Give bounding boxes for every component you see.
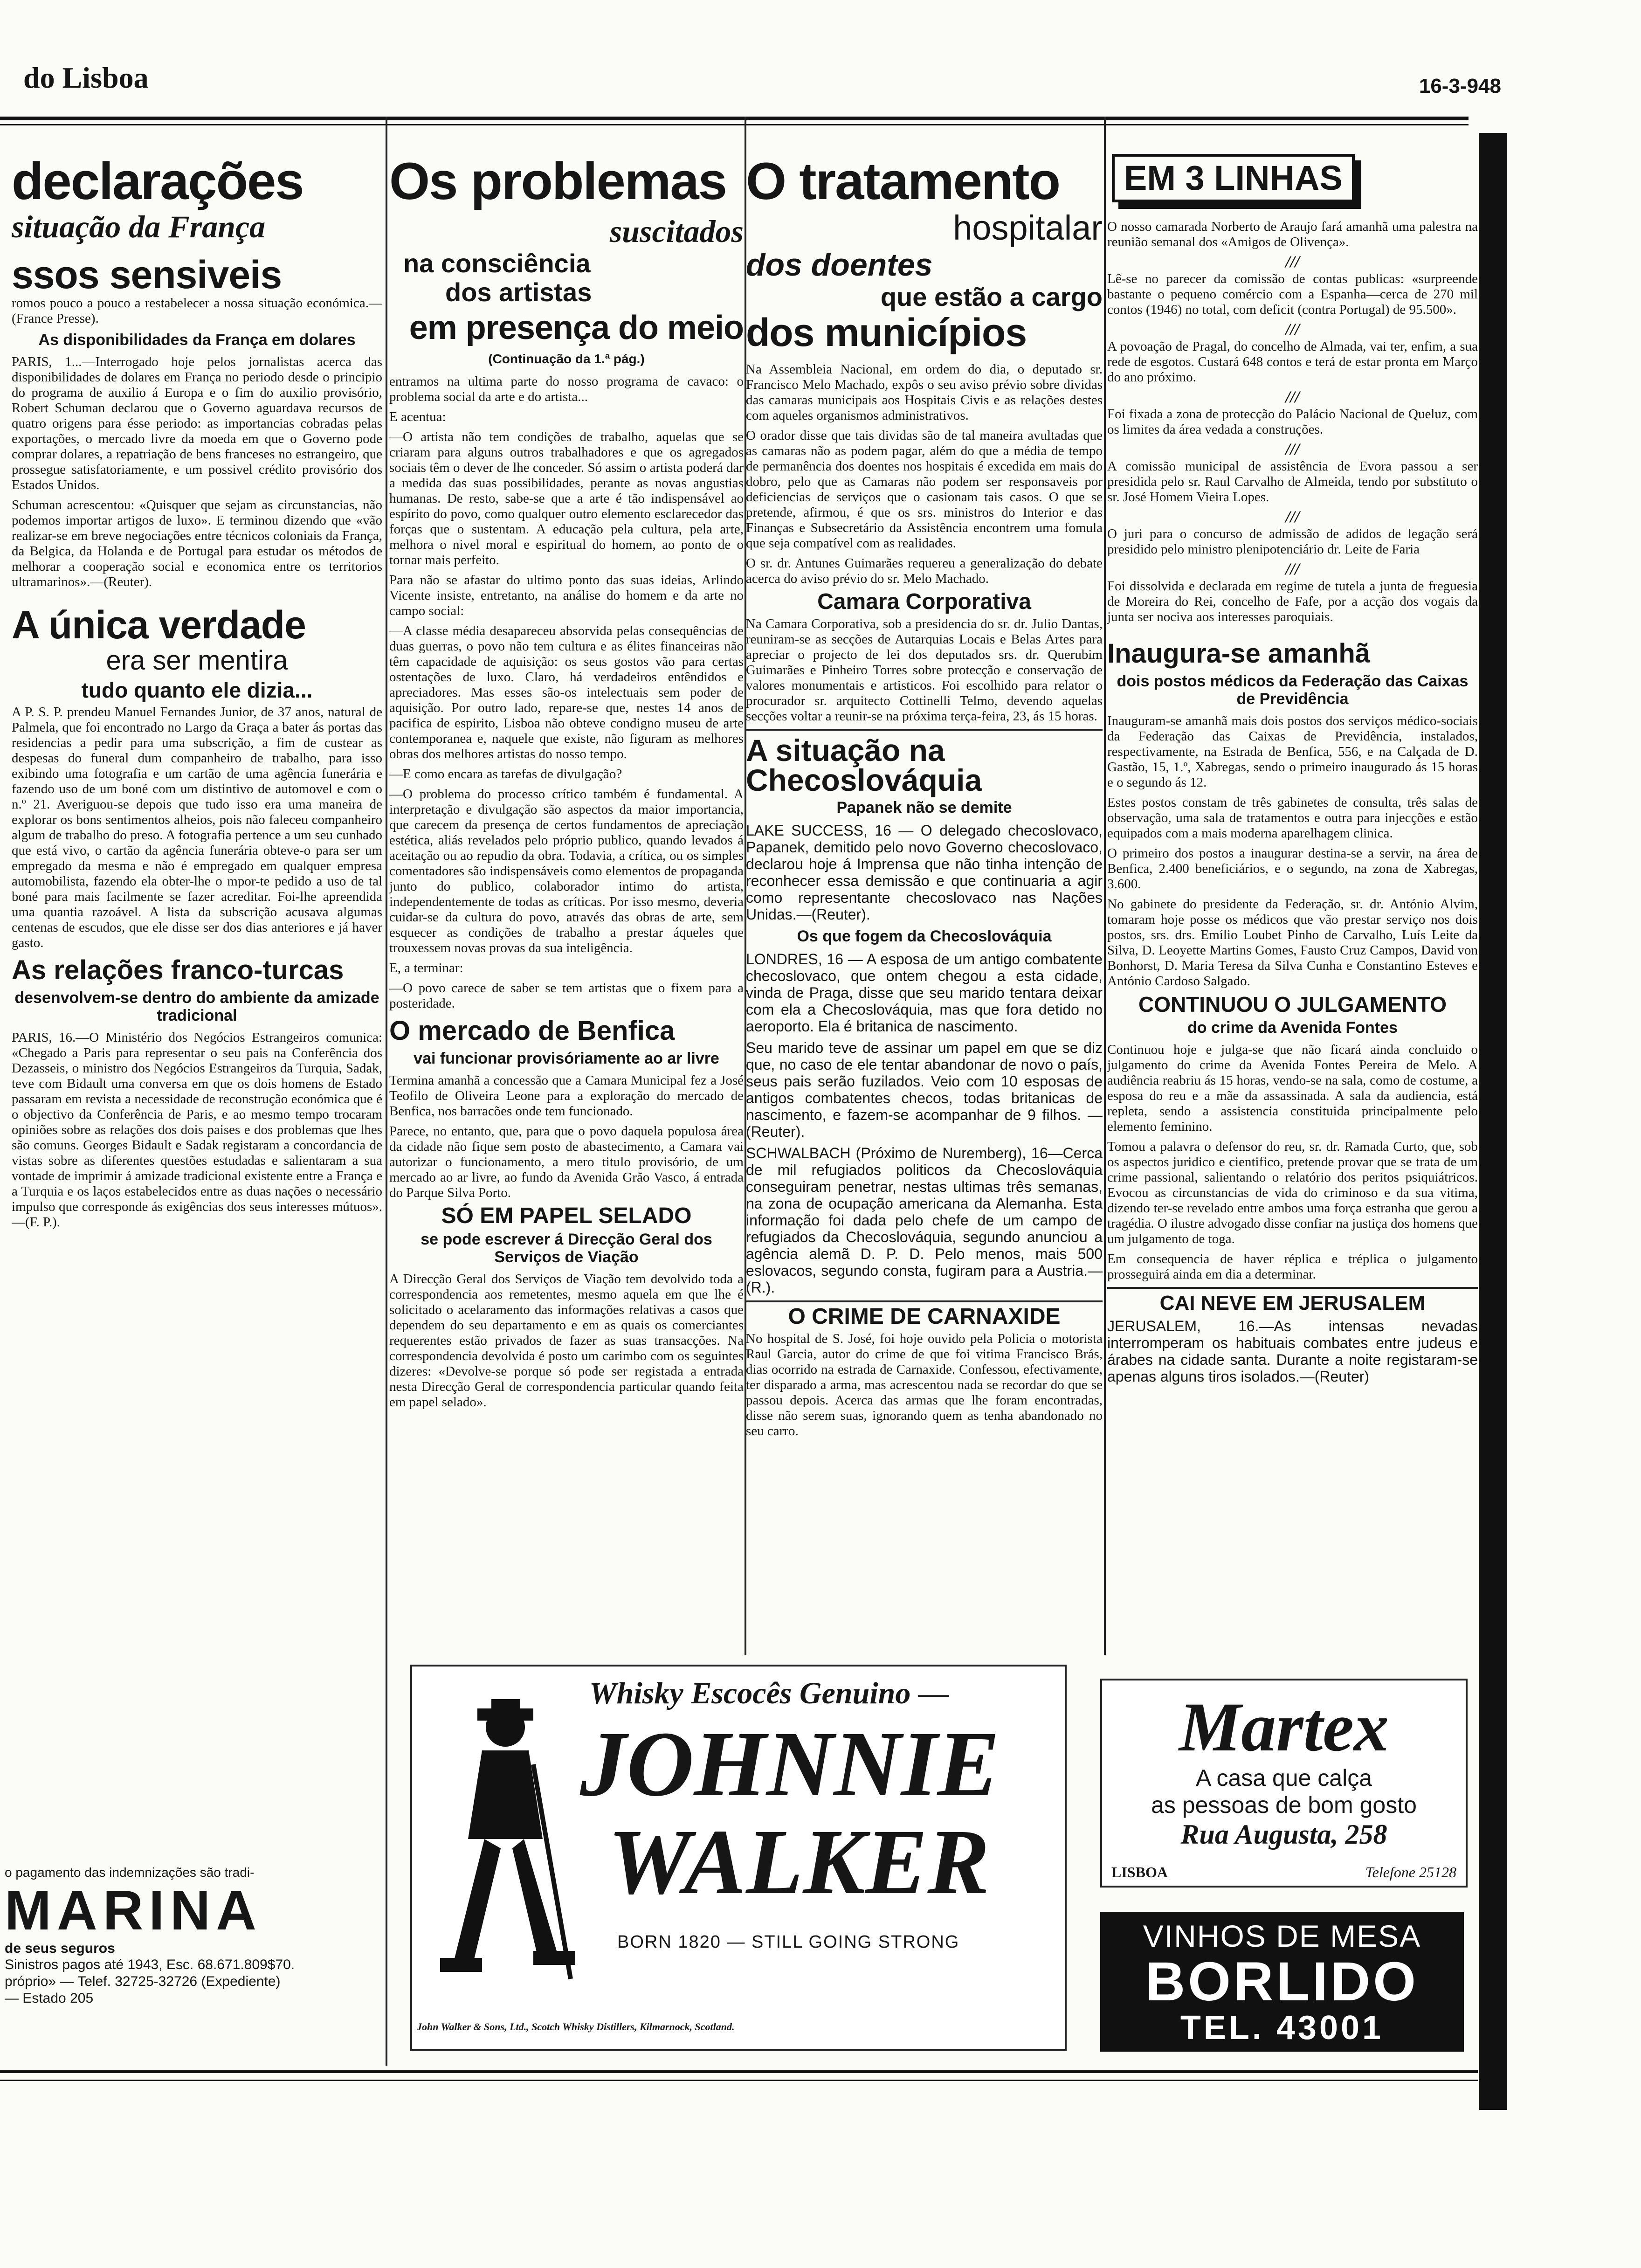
ad-jw-name1: JOHNNIE [580,1713,1000,1816]
headline-unica-verdade-sub: era ser mentira [106,645,288,676]
ad-johnnie-walker [410,1665,1067,2051]
subhead-fogem: Os que fogem da Checoslováquia [797,927,1052,945]
ad-martex-name: Martex [1179,1688,1389,1766]
ad-jw-slogan: BORN 1820 — STILL GOING STRONG [617,1932,960,1952]
ad-borlido [1100,1912,1464,2052]
top-rule-thin [0,124,1469,125]
article-text: entramos na ultima parte do nosso programa de cavaco: o problema social da arte e do artista... [389,374,744,404]
article-text: JERUSALEM, 16.—As intensas nevadas interromperam os habituais combates entre judeus e árabes na cidade santa. Durante a noite registaram-se apenas alguns tiros isolados.—(Reuter) [1107,1318,1478,1385]
ad-jw-name2: WALKER [608,1811,990,1914]
article-text: romos pouco a pouco a restabelecer a nossa situação económica.—(France Presse). [12,296,382,326]
headline-inaugura: Inaugura-se amanhã [1107,638,1371,669]
ad-martex-line: as pessoas de bom gosto [1151,1792,1417,1818]
article-text: Parece, no entanto, que, para que o povo daquela populosa área da cidade não fique sem posto de abastecimento, a Camara vai autorizar o funcionamento, a mero titulo provisório, de um mercado ao ar livre, ao fundo da Avenida Grão Vasco, á entrada do Parque Silva Porto. [389,1124,744,1200]
article-text: SCHWALBACH (Próximo de Nuremberg), 16—Cerca de mil refugiados politicos da Checoslováquia conseguiram penetrar, nestas ultimas três semanas, na zona de ocupação americana da Alemanha. Esta informação foi dada pelo chefe de um campo de refugiados da Checoslováquia, segundo anunciou a agência alemã D. P. D. Pelo menos, mais 500 eslovacos, segundo consta, fugiram para a Austria.—(R.). [746,1145,1103,1296]
column-2 [389,154,744,1758]
article-text: —A classe média desapareceu absorvida pelas consequências de duas guerras, o povo não tem cultura e as élites financeiras não têm capacidade de aquisição: os seus gostos vão para certas ostentações de luxo. Claro, há verdadeiros entêndidos e apreciadores. Mas esses são-os intelectuais sem poder de aquisição. Por outro lado, repare-se que, nestes 14 anos de pacifica de espirito, Lisboa não obteve condigno museu de arte contemporanea e, naquele que existe, não figuram as melhores obras dos melhores artistas do nosso tempo. [389,623,744,761]
ad-jw-tagline: Whisky Escocês Genuino — [589,1676,949,1710]
article-text: Para não se afastar do ultimo ponto das suas ideias, Arlindo Vicente insiste, entretanto, na análise do homem e da arte no campo social: [389,573,744,618]
article-text: Seu marido teve de assinar um papel em que se diz que, no caso de ele tentar abandonar de novo o país, seus pais serão fuzilados. Veio com 10 esposas de antigos combatentes checos, todas britanicas de nascimento, e fazem-se acompanhar de 9 filhos. — (Reuter). [746,1039,1103,1140]
article-text: No hospital de S. José, foi hoje ouvido pela Policia o motorista Raul Garcia, autor do crime de que foi vitima Francisco Brás, dias ocorrido na estrada de Carnaxide. Confessou, efectivamente, ter disparado a arma, mas acrescentou nada se recordar do que se passou depois. Acerca das armas que lhe foram encontradas, disse não serem suas, ignorando quem as tenha abandonado no seu carro. [746,1331,1103,1438]
ad-marinha-name: MARINA [5,1879,262,1942]
brief-item: Foi dissolvida e declarada em regime de tutela a junta de freguesia de Moreira do Rei, concelho de Fafe, por a acção dos vogais da junta ser nociva aos interesses paroquiais. [1107,579,1478,624]
column-3 [746,154,1103,1814]
article-text: Tomou a palavra o defensor do reu, sr. dr. Ramada Curto, que, sob os aspectos juridico e cientifico, pretende provar que se trata de um crime passional, salientando o relatório dos peritos psiquiátricos. Evocou as circunstancias de vida do criminoso e da sua vitima, dizendo ter-se revelado entre ambos uma força estranha que gerou a tragédia. O ilustre advogado disse confiar na justiça dos homens que um julgamento de toga. [1107,1139,1478,1246]
headline-papel-selado: SÓ EM PAPEL SELADO [441,1203,692,1228]
article-text: Estes postos constam de três gabinetes de consulta, três salas de observação, uma sala de tratamentos e outra para injecções e estão equipados com a mais moderna aparelhagem clinica. [1107,795,1478,841]
continuation-note: (Continuação da 1.ª pág.) [488,352,645,366]
headline-julgamento: CONTINUOU O JULGAMENTO [1138,992,1447,1016]
top-rule [0,117,1469,120]
article-text: E, a terminar: [389,961,463,975]
article-text: Termina amanhã a concessão que a Camara Municipal fez a José Teofilo de Oliveira Leone para a exploração do mercado de Benfica, nos barracões onde tem funcionado. [389,1073,744,1119]
headline-problemas-sub4: em presença do meio [409,309,744,346]
article-text: A P. S. P. prendeu Manuel Fernandes Junior, de 37 anos, natural de Palmela, que foi encontrado no Largo da Graça a bater ás portas das residencias a pedir para uma subscrição, a fim de custear as despesas do funeral dum companheiro de trabalho, para isso exibindo uma fotografia e um cartão de uma agência funerária e fazendo uso de um boné com um distintivo de automovel e com o n.º 21. Averiguou-se depois que tudo isso era uma maneira de explorar os bons sentimentos alheios, pois não faleceu companheiro algum de trabalho do preso. A fotografia pertence a um seu cunhado que está vivo, o cartão da agência funerária obteve-o para ser um empregado da mesma e não é empregado em qualquer empresa automobilista, fazendo ela obter-lhe o mpor-te pedido a uso de tal boné para mais facilmente se fazer acreditar. Foi-lhe apreendida uma quantia razoável. A lista da subscrição acusava algumas centenas de escudos, que ele disse ser dos dias anteriores e já haver gasto. [12,705,382,950]
brief-item: Foi fixada a zona de protecção do Palácio Nacional de Queluz, com os limites da área vedada a construções. [1107,407,1478,437]
article-text: LAKE SUCCESS, 16 — O delegado checoslovaco, Papanek, demitido pelo novo Governo checoslovaco, declarou hoje á Imprensa que não tinha intenção de reconhecer essa demissão e que continuaria a agir como representante checoslovaco nas Nações Unidas.—(Reuter). [746,822,1103,923]
ad-martex [1100,1679,1468,1888]
brief-item: A comissão municipal de assistência de Evora passou a ser presidida pelo sr. Raul Carvalho de Almeida, tendo por substituto o sr. José Homem Vieira Lopes. [1107,459,1478,505]
headline-franco-turcas: As relações franco-turcas [12,955,344,985]
separator: /// [1285,252,1300,271]
ad-marinha-line: Sinistros pagos até 1943, Esc. 68.671.809$70. [5,1957,295,1972]
article-text: A Direcção Geral dos Serviços de Viação tem devolvido toda a correspondencia aos remetentes, mesmo aquela em que lhe é solicitado o acelaramento das informações relativas a casos que dependem do seu departamento e em as quais os comerciantes requerentes estão privados de fazer as suas transacções. Na correspondencia devolvida é posto um carimbo com os seguintes dizeres: «Devolve-se porque só pode ser registada a entrada nesta Direcção Geral de correspondencia particular quando feita em papel selado». [389,1272,744,1410]
article-text: —O problema do processo crítico também é fundamental. A interpretação e divulgação são aspectos da maior importancia, que carecem da presença de certos fundamentos de apreciação estética, aliás revelados pelo próprio publico, quando levados á aceitação ou ao repudio da obra. Todavia, a crítica, ou os simples comentadores são indispensáveis como elementos de propaganda junto do publico, colaborador intimo do artista, independentemente de todas as críticas. Por isso mesmo, deveria cuidar-se da cultura do povo, através das obras de arte, sem esquecer as condições de trabalho a prestar áqueles que trouxessem novas provas da sua inteligência. [389,787,744,955]
ad-borlido-phone: TEL. 43001 [1180,2009,1384,2047]
article-text: O orador disse que tais dividas são de tal maneira avultadas que as camaras não as podem pagar, além do que a média de tempo de permanência dos doentes nos hospitais é excedida em mais do dobro, pelo que as Camaras não podem ser responsaveis por deficiencias de serviços que o casionam tais casos. O que se pretende, afirmou, é que os srs. ministros do Interior e das Finanças e Subsecretário da Assistência encontrem uma fomula que seja compatível com as realidades. [746,428,1103,551]
headline-sensiveis: ssos sensiveis [12,253,282,297]
headline-tratamento-sub2: dos doentes [746,247,933,283]
separator: /// [1285,560,1300,578]
subhead-disponibilidades: As disponibilidades da França em dolares [38,331,356,349]
article-text: Inauguram-se amanhã mais dois postos dos serviços médico-sociais da Federação das Caixas de Previdência, instalados, respectivamente, na Estrada de Benfica, 556, e na Calçada de D. Gastão, 15, 1.º, Xabregas, sendo o primeiro inaugurado ás 15 horas e o segundo ás 12. [1107,713,1478,790]
article-text: PARIS, 16.—O Ministério dos Negócios Estrangeiros comunica: «Chegado a Paris para representar o seu pais na Conferência dos Dezasseis, o ministro dos Negócios Estrangeiros da Turquia, Sadak, teve com Bidault uma conversa em que os dois homens de Estado passaram em revista a necessidade de reconstrução económica que é o objectivo da Conferência de Paris, e ao mesmo tempo trocaram opiniões sobre as relações dos dois paises e dos problemas que lhes são comuns. Georges Bidault e Sadak registaram a concordancia de vistas sobre as diferentes questões estudadas e salientaram a sua vontade de imprimir á amizade tradicional existente entre a França e a Turquia e os laços estabelecidos entre as duas nações o necessário impulso que corresponde ás exigências dos seus interesses mútuos».—(F. P.). [12,1030,382,1230]
article-text: O sr. dr. Antunes Guimarães requereu a generalização do debate acerca do aviso prévio do sr. Melo Machado. [746,556,1103,586]
headline-jerusalem: CAI NEVE EM JERUSALEM [1107,1287,1478,1314]
article-text: O primeiro dos postos a inaugurar destina-se a servir, na área de Benfica, 2.400 beneficiários, e o segundo, na zona de Xabregas, 3.600. [1107,846,1478,892]
ad-marinha-line: de seus seguros [5,1941,115,1956]
brief-item: O juri para o concurso de admissão de adidos de legação será presidido pelo ministro plenipotenciário dr. Leite de Faria [1107,526,1478,557]
headline-problemas-sub1: suscitados [609,214,744,249]
headline-unica-verdade-sub2: tudo quanto ele dizia... [81,678,313,702]
brief-item: O nosso camarada Norberto de Araujo fará amanhã uma palestra na reunião semanal dos «Amigos de Olivença». [1107,219,1478,249]
brief-item: Lê-se no parecer da comissão de contas publicas: «surpreende bastante o pequeno comércio com a Espanha—cerca de 270 mil contos (1946) no total, com deficit (contra Portugal) de 95.500». [1107,271,1478,317]
article-text: —O artista não tem condições de trabalho, aquelas que se criaram para alguns outros trabalhadores e que os agregados sociais têm o dever de lhe conceder. Só assim o artista poderá dar a medida das suas possibilidades, perante as novas angustias humanas. De resto, sabe-se que a arte é tão indispensável ao espírito do povo, como qualquer outro elemento esclarecedor das forças que o sustentam. A educação pela cultura, pela arte, melhora o nivel moral e espiritual do homem, ao ponto de o tornar mais perfeito. [389,429,744,567]
column-1 [12,154,382,2089]
ad-martex-address: Rua Augusta, 258 [1180,1819,1387,1850]
subhead-julgamento: do crime da Avenida Fontes [1187,1019,1398,1037]
striding-man-icon [426,1699,580,1988]
separator: /// [1285,320,1300,339]
headline-problemas-sub3: dos artistas [445,277,592,307]
headline-problemas: Os problemas [389,154,726,210]
article-text: No gabinete do presidente da Federação, sr. dr. António Alvim, tomaram hoje posse os médicos que vão prestar serviço nos dois postos, srs. drs. Emílio Loubet Pinho de Carvalho, Luís Leite da Silva, D. Leoyette Martins Gomes, Fausto Cruz Campos, David von Bonhorst, D. Maria Teresa da Silva Cunha e Constantino Esteves e António Cardoso Salgado. [1107,897,1478,989]
ad-marinha-top: o pagamento das indemnizações são tradi- [5,1865,255,1880]
article-text: Schuman acrescentou: «Quisquer que sejam as circunstancias, não podemos importar artigos de luxo». E terminou dizendo que «vão realizar-se em breve negociações entre técnicos coloniais da França, da Belgica, da Holanda e de Portugal para estudar os métodos de melhorar a cooperação social e economica entre os territorios ultramarinos».—(Reuter). [12,498,382,589]
article-text: —E como encara as tarefas de divulgação? [389,767,622,781]
headline-mercado-benfica: O mercado de Benfica [389,1016,675,1046]
headline-unica-verdade: A única verdade [12,603,306,647]
ad-marinha-line: — Estado 205 [5,1991,94,2006]
article-text: Continuou hoje e julga-se que não ficará ainda concluido o julgamento do crime da Avenida Fontes Pereira de Melo. A audiência reabriu ás 15 horas, vendo-se na sala, como de costume, a esposa do reu e a mãe da assassinada. A sala da audiencia, está repleta, sendo a assistencia constituida principalmente pelo elemento feminino. [1107,1042,1478,1134]
column-divider-1 [386,117,387,2066]
article-text: E acentua: [389,409,446,424]
headline-problemas-sub2: na consciência [403,249,591,278]
subhead-mercado-benfica: vai funcionar provisóriamente ao ar livre [414,1050,719,1067]
ad-marinha [5,1865,396,2042]
ad-martex-city: LISBOA [1111,1864,1168,1881]
subhead-inaugura: dois postos médicos da Federação das Caixas de Previdência [1117,672,1469,708]
article-text: Na Camara Corporativa, sob a presidencia do sr. dr. Julio Dantas, reuniram-se as secções de Autarquias Locais e Belas Artes para apreciar o projecto de lei dos deputados srs. dr. Querubim Guimarães e Pinheiro Torres sobre protecção e conservação de valores monumentais e artisticos. Foi escolhido para relator o procurador sr. arquitecto Cottinelli Telmo, devendo aquelas secções voltar a reunir-se na próxima terça-feira, 23, ás 15 horas. [746,616,1103,724]
article-text: —O povo carece de saber se tem artistas que o fixem para a posteridade. [389,981,744,1011]
article-text: Em consequencia de haver réplica e tréplica o julgamento prosseguirá ainda em dia a determinar. [1107,1252,1478,1282]
separator: /// [1285,387,1300,406]
separator: /// [1285,440,1300,458]
box-em-3-linhas: EM 3 LINHAS [1112,154,1355,202]
column-divider-3 [1104,117,1106,1655]
right-margin-bar [1479,133,1507,2110]
subhead-papel-selado: se pode escrever á Direcção Geral dos Serviços de Viação [421,1231,712,1266]
subhead-papanek: Papanek não se demite [836,799,1012,816]
ad-borlido-line: VINHOS DE MESA [1143,1919,1421,1953]
column-4 [1107,154,1478,1441]
headline-checoslovaquia: A situação na Checoslováquia [746,729,1103,795]
ad-martex-line: A casa que calça [1195,1765,1372,1791]
ad-martex-phone: Telefone 25128 [1365,1864,1456,1881]
headline-camara-corporativa: Camara Corporativa [817,589,1031,614]
headline-tratamento: O tratamento [746,154,1060,210]
article-text: Na Assembleia Nacional, em ordem do dia, o deputado sr. Francisco Melo Machado, expôs o seu aviso prévio sobre dividas das camaras municipais aos Hospitais Civis e as relações destes com aqueles organismos administrativos. [746,362,1103,423]
headline-declaracoes: declarações [12,154,303,210]
subhead-franco-turcas: desenvolvem-se dentro do ambiente da amizade tradicional [14,989,379,1024]
headline-tratamento-sub1: hospitalar [953,208,1103,247]
brief-item: A povoação de Pragal, do concelho de Almada, vai ter, enfim, a sua rede de esgotos. Custará 648 contos e terá de estar pronta em Março do ano próximo. [1107,339,1478,385]
headline-tratamento-sub4: dos municípios [746,311,1027,354]
headline-crime-carnaxide: O CRIME DE CARNAXIDE [746,1300,1103,1328]
headline-declaracoes-sub: situação da França [12,209,266,244]
article-text: PARIS, 1...—Interrogado hoje pelos jornalistas acerca das disponibilidades de dolares em França no periodo desde o principio do programa de auxilio á Europa e o fim do auxilio provisório, Robert Schuman declarou que o Governo aguardava recursos de quatro origens para ésse periodo: as importancias cobradas pelas exportações, o mercado livre da moeda em que o Governo pode comprar dolares, a repatriação de bens franceses no estrangeiro, que prossegue satisfatoriamente, e um possivel crédito provisório dos Estados Unidos. [12,354,382,492]
ad-borlido-name: BORLIDO [1145,1951,1419,2012]
headline-tratamento-sub3: que estão a cargo [880,282,1103,311]
masthead-fragment: do Lisboa [23,61,149,94]
ad-jw-foot: John Walker & Sons, Ltd., Scotch Whisky Distillers, Kilmarnock, Scotland. [417,2021,735,2033]
page-date: 16-3-948 [1419,75,1501,97]
article-text: LONDRES, 16 — A esposa de um antigo combatente checoslovaco, que ontem chegou a esta cidade, vinda de Praga, disse que seu marido tentara deixar com ela a Checoslováquia, mas que fora detido no aeroporto. Ela é britanica de nascimento. [746,951,1103,1035]
separator: /// [1285,507,1300,526]
ad-marinha-line: próprio» — Telef. 32725-32726 (Expediente) [5,1974,281,1989]
